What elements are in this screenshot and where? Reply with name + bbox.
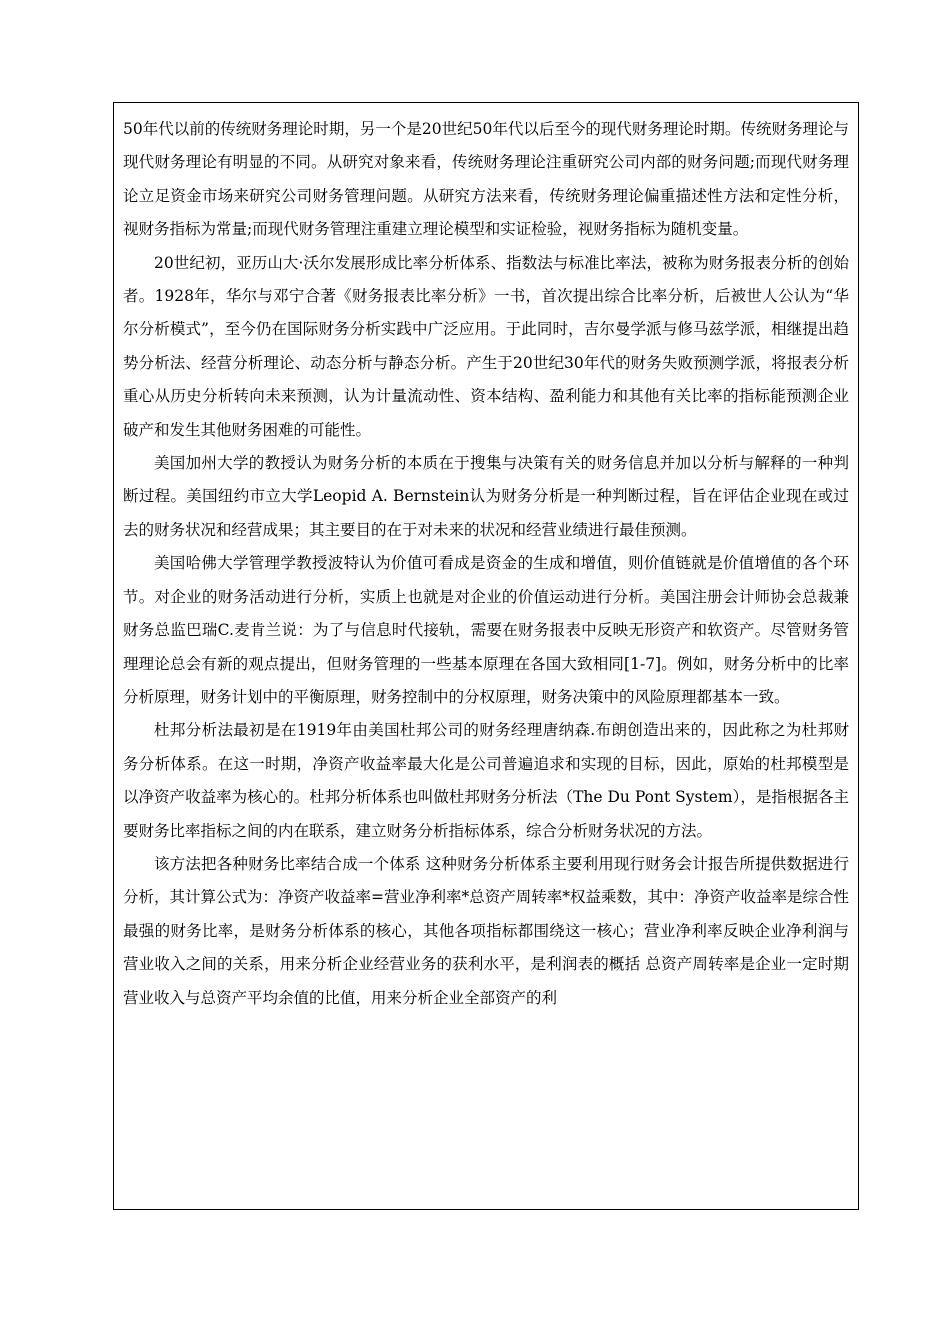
- paragraph-1: 50年代以前的传统财务理论时期，另一个是20世纪50年代以后至今的现代财务理论时期。传统财务理论与现代财务理论有明显的不同。从研究对象来看，传统财务理论注重研究公司内部的财务问题;而现代财务理论立足资金市场来研究公司财务管理问题。从研究方法来看，传统财务理论偏重描述性方法和定性分析，视财务指标为常量;而现代财务管理注重建立理论模型和实证检验，视财务指标为随机变量。: [123, 120, 849, 239]
- body-text: [123, 113, 849, 1015]
- bordered-text-box: [113, 102, 859, 1210]
- paragraph-5: 杜邦分析法最初是在1919年由美国杜邦公司的财务经理唐纳森.布朗创造出来的，因此称之为杜邦财务分析体系。在这一时期，净资产收益率最大化是公司普遍追求和实现的目标，因此，原始的杜邦模型是以净资产收益率为核心的。杜邦分析体系也叫做杜邦财务分析法（The Du Pont System），是指根据各主要财务比率指标之间的内在联系，建立财务分析指标体系，综合分析财务状况的方法。: [123, 721, 849, 840]
- paragraph-4: 美国哈佛大学管理学教授波特认为价值可看成是资金的生成和增值，则价值链就是价值增值的各个环节。对企业的财务活动进行分析，实质上也就是对企业的价值运动进行分析。美国注册会计师协会总裁兼财务总监巴瑞C.麦肯兰说：为了与信息时代接轨，需要在财务报表中反映无形资产和软资产。尽管财务管理理论总会有新的观点提出，但财务管理的一些基本原理在各国大致相同[1-7]。例如，财务分析中的比率分析原理，财务计划中的平衡原理，财务控制中的分权原理，财务决策中的风险原理都基本一致。: [123, 554, 849, 706]
- paragraph-3: 美国加州大学的教授认为财务分析的本质在于搜集与决策有关的财务信息并加以分析与解释的一种判断过程。美国纽约市立大学Leopid A. Bernstein认为财务分析是一种判断过程，旨在评估企业现在或过去的财务状况和经营成果；其主要目的在于对未来的状况和经营业绩进行最佳预测。: [123, 454, 849, 539]
- paragraph-2: 20世纪初，亚历山大·沃尔发展形成比率分析体系、指数法与标准比率法，被称为财务报表分析的创始者。1928年，华尔与邓宁合著《财务报表比率分析》一书，首次提出综合比率分析，后被世人公认为“华尔分析模式”，至今仍在国际财务分析实践中广泛应用。于此同时，吉尔曼学派与修马兹学派，相继提出趋势分析法、经营分析理论、动态分析与静态分析。产生于20世纪30年代的财务失败预测学派，将报表分析重心从历史分析转向未来预测，认为计量流动性、资本结构、盈利能力和其他有关比率的指标能预测企业破产和发生其他财务困难的可能性。: [123, 253, 849, 439]
- paragraph-6: 该方法把各种财务比率结合成一个体系 这种财务分析体系主要利用现行财务会计报告所提供数据进行分析，其计算公式为：净资产收益率=营业净利率*总资产周转率*权益乘数，其中：净资产收益率是综合性最强的财务比率，是财务分析体系的核心，其他各项指标都围绕这一核心；营业净利率反映企业净利润与营业收入之间的关系，用来分析企业经营业务的获利水平，是利润表的概括 总资产周转率是企业一定时期营业收入与总资产平均余值的比值，用来分析企业全部资产的利: [123, 854, 849, 1007]
